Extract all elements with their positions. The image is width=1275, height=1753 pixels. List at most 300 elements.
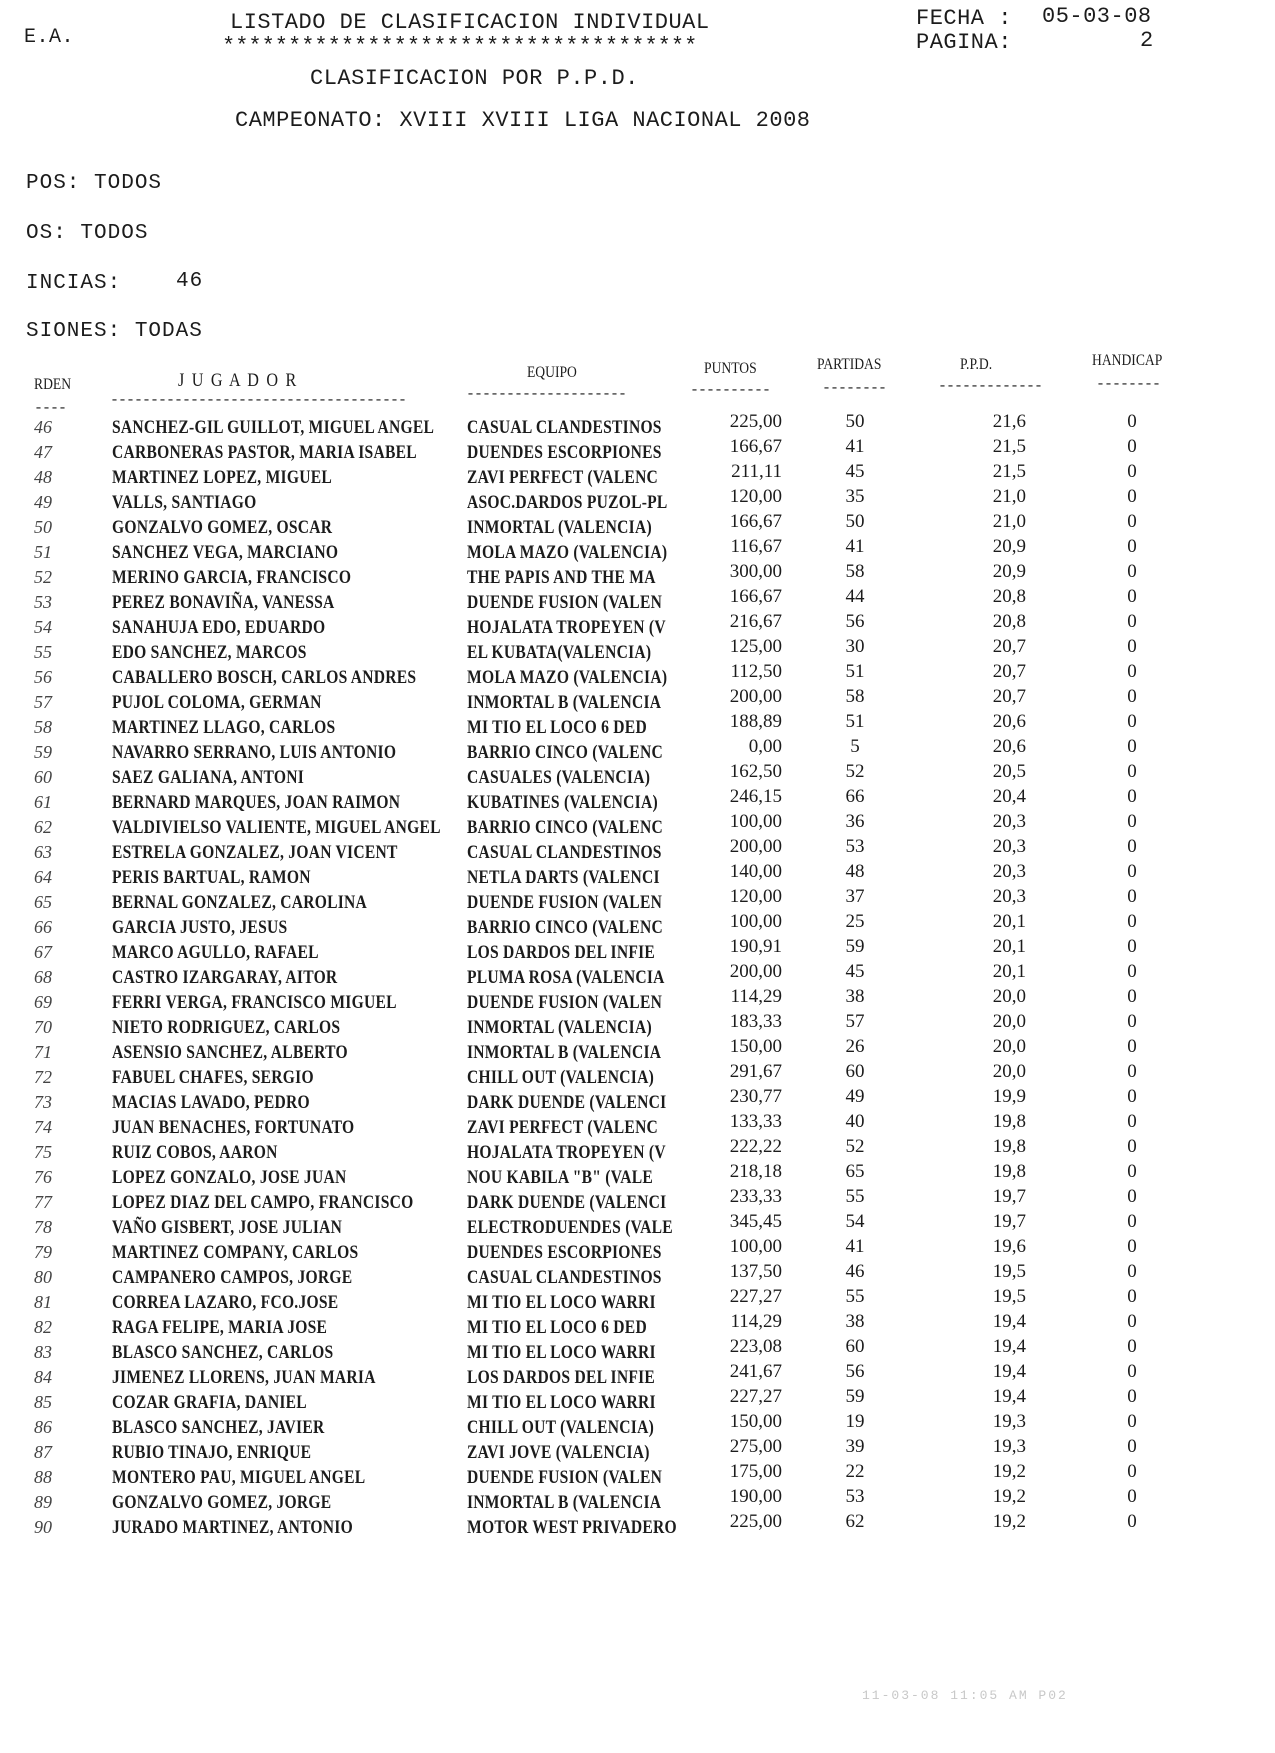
row-jugador: COZAR GRAFIA, DANIEL <box>112 1392 307 1413</box>
row-partidas: 65 <box>845 1161 865 1182</box>
row-orden: 75 <box>34 1142 52 1162</box>
row-partidas: 37 <box>845 886 865 907</box>
row-equipo: LOS DARDOS DEL INFIE <box>467 1367 656 1388</box>
row-equipo: DARK DUENDE (VALENCI <box>467 1192 667 1213</box>
row-equipo: HOJALATA TROPEYEN (V <box>467 617 666 638</box>
col-orden-rule: ---- <box>34 400 67 417</box>
row-orden: 65 <box>34 892 52 912</box>
row-jugador: BERNARD MARQUES, JOAN RAIMON <box>112 792 401 813</box>
row-ppd: 21,5 <box>992 436 1026 457</box>
row-equipo: DUENDE FUSION (VALEN <box>467 1467 663 1488</box>
row-jugador: ESTRELA GONZALEZ, JOAN VICENT <box>112 842 398 863</box>
title-underline-stars: ************************************ <box>222 34 698 59</box>
row-orden: 89 <box>34 1492 52 1512</box>
row-handicap: 0 <box>1127 736 1137 757</box>
row-partidas: 57 <box>845 1011 865 1032</box>
table-row <box>0 1011 1275 1042</box>
row-equipo: ASOC.DARDOS PUZOL-PL <box>467 492 668 513</box>
row-puntos: 183,33 <box>729 1011 782 1032</box>
row-orden: 88 <box>34 1467 52 1487</box>
row-equipo: ZAVI JOVE (VALENCIA) <box>467 1442 650 1463</box>
row-jugador: SANCHEZ-GIL GUILLOT, MIGUEL ANGEL <box>112 417 435 438</box>
row-orden: 62 <box>34 817 52 837</box>
row-puntos: 188,89 <box>729 711 782 732</box>
row-equipo: EL KUBATA(VALENCIA) <box>467 642 652 663</box>
row-partidas: 44 <box>845 586 865 607</box>
table-row <box>0 1311 1275 1342</box>
table-row <box>0 486 1275 517</box>
row-partidas: 41 <box>845 436 865 457</box>
filter-siones: SIONES: TODAS <box>26 320 203 343</box>
row-puntos: 211,11 <box>731 461 782 482</box>
row-equipo: CASUAL CLANDESTINOS <box>467 417 662 438</box>
table-row <box>0 711 1275 742</box>
row-puntos: 140,00 <box>729 861 782 882</box>
row-partidas: 41 <box>845 1236 865 1257</box>
row-orden: 58 <box>34 717 52 737</box>
row-orden: 48 <box>34 467 52 487</box>
row-jugador: VALDIVIELSO VALIENTE, MIGUEL ANGEL <box>112 817 441 838</box>
row-handicap: 0 <box>1127 436 1137 457</box>
row-equipo: MI TIO EL LOCO WARRI <box>467 1342 656 1363</box>
row-puntos: 200,00 <box>729 836 782 857</box>
row-equipo: MI TIO EL LOCO 6 DED <box>467 717 647 738</box>
row-puntos: 241,67 <box>729 1361 782 1382</box>
row-puntos: 227,27 <box>729 1286 782 1307</box>
row-handicap: 0 <box>1127 1511 1137 1532</box>
table-row <box>0 811 1275 842</box>
row-ppd: 19,9 <box>992 1086 1026 1107</box>
row-puntos: 345,45 <box>729 1211 782 1232</box>
row-handicap: 0 <box>1127 486 1137 507</box>
row-puntos: 218,18 <box>729 1161 782 1182</box>
row-ppd: 20,6 <box>992 736 1026 757</box>
row-orden: 49 <box>34 492 52 512</box>
row-partidas: 53 <box>845 836 865 857</box>
row-puntos: 190,00 <box>729 1486 782 1507</box>
row-ppd: 19,3 <box>992 1436 1026 1457</box>
row-equipo: CHILL OUT (VALENCIA) <box>467 1067 655 1088</box>
table-row <box>0 986 1275 1017</box>
row-orden: 66 <box>34 917 52 937</box>
table-row <box>0 861 1275 892</box>
row-puntos: 100,00 <box>729 811 782 832</box>
row-puntos: 166,67 <box>729 436 782 457</box>
row-orden: 56 <box>34 667 52 687</box>
row-puntos: 175,00 <box>729 1461 782 1482</box>
row-equipo: LOS DARDOS DEL INFIE <box>467 942 656 963</box>
row-puntos: 133,33 <box>729 1111 782 1132</box>
col-jugador-header: J U G A D O R <box>178 370 298 391</box>
row-partidas: 55 <box>845 1286 865 1307</box>
row-equipo: THE PAPIS AND THE MA <box>467 567 656 588</box>
col-ppd-rule: ------------- <box>938 378 1043 395</box>
row-orden: 81 <box>34 1292 52 1312</box>
row-jugador: CAMPANERO CAMPOS, JORGE <box>112 1267 353 1288</box>
row-equipo: MOLA MAZO (VALENCIA) <box>467 667 668 688</box>
row-equipo: KUBATINES (VALENCIA) <box>467 792 658 813</box>
row-jugador: FERRI VERGA, FRANCISCO MIGUEL <box>112 992 397 1013</box>
row-ppd: 19,4 <box>992 1311 1026 1332</box>
row-puntos: 225,00 <box>729 411 782 432</box>
row-partidas: 50 <box>845 411 865 432</box>
row-ppd: 19,8 <box>992 1136 1026 1157</box>
row-jugador: BERNAL GONZALEZ, CAROLINA <box>112 892 368 913</box>
row-orden: 80 <box>34 1267 52 1287</box>
row-puntos: 114,29 <box>730 986 782 1007</box>
row-jugador: NIETO RODRIGUEZ, CARLOS <box>112 1017 341 1038</box>
filter-incias-value: 46 <box>176 270 204 293</box>
campeonato-line: CAMPEONATO: XVIII XVIII LIGA NACIONAL 2008 <box>235 108 811 133</box>
col-ppd-header: P.P.D. <box>960 356 993 373</box>
table-row <box>0 1111 1275 1142</box>
row-puntos: 190,91 <box>729 936 782 957</box>
col-equipo-header: EQUIPO <box>527 364 577 381</box>
row-equipo: MOTOR WEST PRIVADERO <box>467 1517 677 1538</box>
row-jugador: JIMENEZ LLORENS, JUAN MARIA <box>112 1367 376 1388</box>
row-equipo: INMORTAL B (VALENCIA <box>467 1492 662 1513</box>
row-orden: 78 <box>34 1217 52 1237</box>
row-handicap: 0 <box>1127 661 1137 682</box>
row-puntos: 246,15 <box>729 786 782 807</box>
row-equipo: DUENDES ESCORPIONES <box>467 442 662 463</box>
report-title: LISTADO DE CLASIFICACION INDIVIDUAL <box>230 10 710 35</box>
filter-pos: POS: TODOS <box>26 172 163 195</box>
row-handicap: 0 <box>1127 1436 1137 1457</box>
row-puntos: 166,67 <box>729 586 782 607</box>
row-partidas: 38 <box>845 986 865 1007</box>
row-jugador: RAGA FELIPE, MARIA JOSE <box>112 1317 328 1338</box>
row-orden: 67 <box>34 942 52 962</box>
row-handicap: 0 <box>1127 811 1137 832</box>
row-ppd: 21,0 <box>992 511 1026 532</box>
row-partidas: 51 <box>845 711 865 732</box>
row-equipo: CHILL OUT (VALENCIA) <box>467 1417 655 1438</box>
table-row <box>0 611 1275 642</box>
row-handicap: 0 <box>1127 961 1137 982</box>
row-puntos: 166,67 <box>729 511 782 532</box>
row-handicap: 0 <box>1127 911 1137 932</box>
row-partidas: 41 <box>845 536 865 557</box>
row-jugador: LOPEZ DIAZ DEL CAMPO, FRANCISCO <box>112 1192 414 1213</box>
row-handicap: 0 <box>1127 511 1137 532</box>
row-handicap: 0 <box>1127 1061 1137 1082</box>
row-orden: 82 <box>34 1317 52 1337</box>
filter-os: OS: TODOS <box>26 222 149 245</box>
table-row <box>0 511 1275 542</box>
row-handicap: 0 <box>1127 561 1137 582</box>
table-row <box>0 1161 1275 1192</box>
row-handicap: 0 <box>1127 1461 1137 1482</box>
row-handicap: 0 <box>1127 1211 1137 1232</box>
row-handicap: 0 <box>1127 1011 1137 1032</box>
row-equipo: CASUALES (VALENCIA) <box>467 767 651 788</box>
row-orden: 53 <box>34 592 52 612</box>
row-handicap: 0 <box>1127 936 1137 957</box>
row-handicap: 0 <box>1127 1186 1137 1207</box>
table-row <box>0 561 1275 592</box>
row-partidas: 58 <box>845 686 865 707</box>
table-row <box>0 761 1275 792</box>
row-partidas: 53 <box>845 1486 865 1507</box>
row-ppd: 19,4 <box>992 1336 1026 1357</box>
row-handicap: 0 <box>1127 1361 1137 1382</box>
row-equipo: BARRIO CINCO (VALENC <box>467 917 663 938</box>
table-row <box>0 1086 1275 1117</box>
row-ppd: 20,1 <box>992 911 1026 932</box>
row-puntos: 200,00 <box>729 686 782 707</box>
row-handicap: 0 <box>1127 1286 1137 1307</box>
row-ppd: 19,6 <box>992 1236 1026 1257</box>
row-ppd: 20,1 <box>992 961 1026 982</box>
row-equipo: CASUAL CLANDESTINOS <box>467 842 662 863</box>
row-jugador: MARTINEZ LOPEZ, MIGUEL <box>112 467 332 488</box>
table-row <box>0 1186 1275 1217</box>
row-ppd: 20,9 <box>992 561 1026 582</box>
row-puntos: 114,29 <box>730 1311 782 1332</box>
table-row <box>0 1386 1275 1417</box>
row-puntos: 233,33 <box>729 1186 782 1207</box>
row-handicap: 0 <box>1127 411 1137 432</box>
row-jugador: MARCO AGULLO, RAFAEL <box>112 942 319 963</box>
row-ppd: 20,3 <box>992 861 1026 882</box>
row-partidas: 50 <box>845 511 865 532</box>
row-ppd: 20,5 <box>992 761 1026 782</box>
row-equipo: INMORTAL B (VALENCIA <box>467 1042 662 1063</box>
col-partidas-rule: -------- <box>822 380 887 397</box>
row-partidas: 45 <box>845 461 865 482</box>
row-ppd: 19,5 <box>992 1286 1026 1307</box>
table-row <box>0 1461 1275 1492</box>
row-partidas: 22 <box>845 1461 865 1482</box>
row-puntos: 120,00 <box>729 886 782 907</box>
table-row <box>0 1486 1275 1517</box>
row-partidas: 56 <box>845 611 865 632</box>
row-handicap: 0 <box>1127 1311 1137 1332</box>
row-orden: 72 <box>34 1067 52 1087</box>
table-row <box>0 1136 1275 1167</box>
row-partidas: 19 <box>845 1411 865 1432</box>
row-partidas: 49 <box>845 1086 865 1107</box>
row-partidas: 59 <box>845 1386 865 1407</box>
row-ppd: 20,7 <box>992 636 1026 657</box>
row-partidas: 40 <box>845 1111 865 1132</box>
row-jugador: RUBIO TINAJO, ENRIQUE <box>112 1442 312 1463</box>
row-partidas: 52 <box>845 1136 865 1157</box>
row-equipo: PLUMA ROSA (VALENCIA <box>467 967 665 988</box>
ea-label: E.A. <box>24 26 75 49</box>
col-orden-header: RDEN <box>34 376 72 393</box>
row-orden: 47 <box>34 442 52 462</box>
row-puntos: 137,50 <box>729 1261 782 1282</box>
row-handicap: 0 <box>1127 761 1137 782</box>
row-ppd: 20,6 <box>992 711 1026 732</box>
row-handicap: 0 <box>1127 636 1137 657</box>
row-equipo: DUENDE FUSION (VALEN <box>467 592 663 613</box>
table-row <box>0 536 1275 567</box>
row-puntos: 275,00 <box>729 1436 782 1457</box>
row-equipo: DUENDES ESCORPIONES <box>467 1242 662 1263</box>
row-ppd: 20,4 <box>992 786 1026 807</box>
row-jugador: LOPEZ GONZALO, JOSE JUAN <box>112 1167 347 1188</box>
table-row <box>0 836 1275 867</box>
row-jugador: CORREA LAZARO, FCO.JOSE <box>112 1292 339 1313</box>
table-row <box>0 961 1275 992</box>
row-ppd: 20,1 <box>992 936 1026 957</box>
row-jugador: MONTERO PAU, MIGUEL ANGEL <box>112 1467 366 1488</box>
table-row <box>0 736 1275 767</box>
row-equipo: HOJALATA TROPEYEN (V <box>467 1142 666 1163</box>
row-handicap: 0 <box>1127 786 1137 807</box>
row-equipo: CASUAL CLANDESTINOS <box>467 1267 662 1288</box>
row-ppd: 19,3 <box>992 1411 1026 1432</box>
row-ppd: 19,4 <box>992 1386 1026 1407</box>
row-puntos: 150,00 <box>729 1036 782 1057</box>
row-partidas: 59 <box>845 936 865 957</box>
row-jugador: PERIS BARTUAL, RAMON <box>112 867 311 888</box>
row-orden: 85 <box>34 1392 52 1412</box>
row-orden: 70 <box>34 1017 52 1037</box>
row-puntos: 291,67 <box>729 1061 782 1082</box>
table-row <box>0 1261 1275 1292</box>
row-ppd: 20,3 <box>992 811 1026 832</box>
row-partidas: 36 <box>845 811 865 832</box>
row-ppd: 20,7 <box>992 661 1026 682</box>
col-partidas-header: PARTIDAS <box>817 356 882 373</box>
row-handicap: 0 <box>1127 986 1137 1007</box>
row-orden: 68 <box>34 967 52 987</box>
row-handicap: 0 <box>1127 711 1137 732</box>
row-partidas: 56 <box>845 1361 865 1382</box>
row-orden: 73 <box>34 1092 52 1112</box>
row-jugador: MARTINEZ COMPANY, CARLOS <box>112 1242 359 1263</box>
row-partidas: 46 <box>845 1261 865 1282</box>
col-handicap-rule: -------- <box>1096 376 1161 393</box>
col-equipo-rule: -------------------- <box>466 386 627 403</box>
row-equipo: DUENDE FUSION (VALEN <box>467 992 663 1013</box>
row-partidas: 54 <box>845 1211 865 1232</box>
row-puntos: 116,67 <box>730 536 782 557</box>
row-orden: 46 <box>34 417 52 437</box>
row-equipo: DARK DUENDE (VALENCI <box>467 1092 667 1113</box>
table-row <box>0 1436 1275 1467</box>
row-equipo: BARRIO CINCO (VALENC <box>467 817 663 838</box>
row-jugador: GONZALVO GOMEZ, JORGE <box>112 1492 332 1513</box>
row-ppd: 19,2 <box>992 1461 1026 1482</box>
row-jugador: ASENSIO SANCHEZ, ALBERTO <box>112 1042 348 1063</box>
table-row <box>0 936 1275 967</box>
row-jugador: EDO SANCHEZ, MARCOS <box>112 642 307 663</box>
row-orden: 83 <box>34 1342 52 1362</box>
row-orden: 52 <box>34 567 52 587</box>
row-jugador: JURADO MARTINEZ, ANTONIO <box>112 1517 353 1538</box>
row-partidas: 58 <box>845 561 865 582</box>
row-puntos: 300,00 <box>729 561 782 582</box>
row-ppd: 19,7 <box>992 1186 1026 1207</box>
row-jugador: CASTRO IZARGARAY, AITOR <box>112 967 338 988</box>
row-orden: 59 <box>34 742 52 762</box>
row-ppd: 20,8 <box>992 586 1026 607</box>
row-handicap: 0 <box>1127 1236 1137 1257</box>
row-orden: 61 <box>34 792 52 812</box>
row-partidas: 5 <box>850 736 860 757</box>
row-partidas: 25 <box>845 911 865 932</box>
row-jugador: RUIZ COBOS, AARON <box>112 1142 278 1163</box>
row-jugador: MACIAS LAVADO, PEDRO <box>112 1092 310 1113</box>
row-equipo: BARRIO CINCO (VALENC <box>467 742 663 763</box>
row-partidas: 52 <box>845 761 865 782</box>
col-handicap-header: HANDICAP <box>1092 352 1163 369</box>
row-jugador: VALLS, SANTIAGO <box>112 492 257 513</box>
row-orden: 50 <box>34 517 52 537</box>
row-puntos: 162,50 <box>729 761 782 782</box>
table-row <box>0 436 1275 467</box>
table-row <box>0 1236 1275 1267</box>
table-row <box>0 1061 1275 1092</box>
table-row <box>0 886 1275 917</box>
row-orden: 57 <box>34 692 52 712</box>
row-handicap: 0 <box>1127 611 1137 632</box>
row-equipo: NOU KABILA "B" (VALE <box>467 1167 653 1188</box>
row-puntos: 230,77 <box>729 1086 782 1107</box>
table-row <box>0 1411 1275 1442</box>
row-ppd: 19,8 <box>992 1161 1026 1182</box>
row-handicap: 0 <box>1127 886 1137 907</box>
table-row <box>0 1211 1275 1242</box>
row-equipo: NETLA DARTS (VALENCI <box>467 867 660 888</box>
table-row <box>0 1511 1275 1542</box>
row-jugador: MARTINEZ LLAGO, CARLOS <box>112 717 336 738</box>
fecha-value: 05-03-08 <box>1042 4 1152 29</box>
row-handicap: 0 <box>1127 1486 1137 1507</box>
row-orden: 71 <box>34 1042 52 1062</box>
filter-incias-label: INCIAS: <box>26 272 122 295</box>
row-partidas: 38 <box>845 1311 865 1332</box>
row-partidas: 66 <box>845 786 865 807</box>
row-ppd: 19,2 <box>992 1486 1026 1507</box>
row-handicap: 0 <box>1127 536 1137 557</box>
col-puntos-header: PUNTOS <box>704 360 757 377</box>
row-puntos: 227,27 <box>729 1386 782 1407</box>
row-puntos: 216,67 <box>729 611 782 632</box>
row-handicap: 0 <box>1127 1036 1137 1057</box>
row-handicap: 0 <box>1127 686 1137 707</box>
row-puntos: 225,00 <box>729 1511 782 1532</box>
row-jugador: PEREZ BONAVIÑA, VANESSA <box>112 592 335 613</box>
row-ppd: 19,2 <box>992 1511 1026 1532</box>
row-ppd: 20,8 <box>992 611 1026 632</box>
row-equipo: INMORTAL (VALENCIA) <box>467 517 652 538</box>
row-partidas: 39 <box>845 1436 865 1457</box>
row-ppd: 20,7 <box>992 686 1026 707</box>
row-puntos: 222,22 <box>729 1136 782 1157</box>
row-jugador: MERINO GARCIA, FRANCISCO <box>112 567 352 588</box>
row-orden: 63 <box>34 842 52 862</box>
row-equipo: MOLA MAZO (VALENCIA) <box>467 542 668 563</box>
table-row <box>0 911 1275 942</box>
table-row <box>0 411 1275 442</box>
table-row <box>0 1286 1275 1317</box>
row-equipo: MI TIO EL LOCO 6 DED <box>467 1317 647 1338</box>
row-jugador: BLASCO SANCHEZ, CARLOS <box>112 1342 334 1363</box>
row-equipo: MI TIO EL LOCO WARRI <box>467 1292 656 1313</box>
row-handicap: 0 <box>1127 1086 1137 1107</box>
row-partidas: 30 <box>845 636 865 657</box>
row-puntos: 200,00 <box>729 961 782 982</box>
row-partidas: 35 <box>845 486 865 507</box>
row-puntos: 100,00 <box>729 1236 782 1257</box>
table-row <box>0 1361 1275 1392</box>
